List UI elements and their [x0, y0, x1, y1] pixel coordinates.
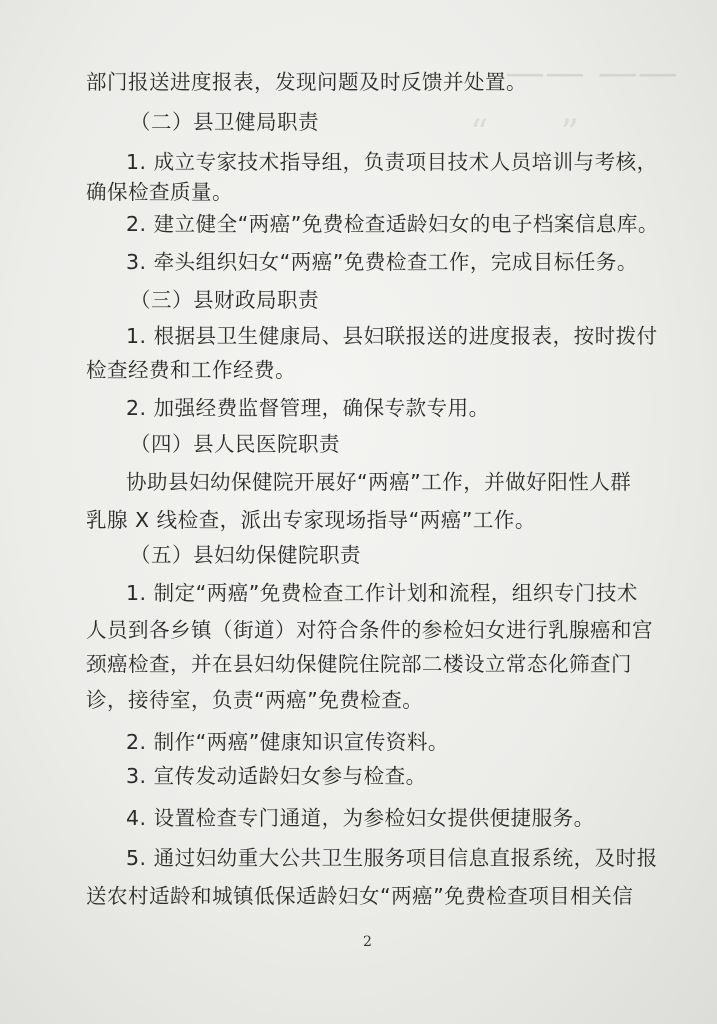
body-line: 确保检查质量。 — [86, 180, 233, 204]
bleed-through-subheading: “ ” — [470, 113, 579, 154]
body-line: 协助县妇幼保健院开展好“两癌”工作，并做好阳性人群 — [126, 470, 632, 494]
section-heading: （五）县妇幼保健院职责 — [130, 543, 361, 567]
body-line: 检查经费和工作经费。 — [86, 358, 296, 382]
body-line: 2. 加强经费监督管理，确保专款专用。 — [126, 396, 490, 420]
body-line: 颈癌检查，并在县妇幼保健院住院部二楼设立常态化筛查门 — [86, 652, 632, 676]
body-line: 2. 制作“两癌”健康知识宣传资料。 — [126, 730, 449, 754]
section-heading: （四）县人民医院职责 — [130, 432, 340, 456]
bleed-through-heading: —— —— — [505, 50, 678, 96]
section-heading: （二）县卫健局职责 — [130, 110, 319, 134]
body-line: 3. 宣传发动适龄妇女参与检查。 — [126, 764, 427, 788]
body-line: 诊，接待室，负责“两癌”免费检查。 — [86, 688, 424, 712]
body-line: 3. 牵头组织妇女“两癌”免费检查工作，完成目标任务。 — [126, 250, 638, 274]
body-line: 2. 建立健全“两癌”免费检查适龄妇女的电子档案信息库。 — [126, 212, 659, 236]
body-line: 人员到各乡镇（街道）对符合条件的参检妇女进行乳腺癌和宫 — [86, 618, 653, 642]
body-line: 4. 设置检查专门通道，为参检妇女提供便捷服务。 — [126, 806, 595, 830]
body-line: 1. 根据县卫生健康局、县妇联报送的进度报表，按时拨付 — [126, 324, 658, 348]
body-line: 1. 制定“两癌”免费检查工作计划和流程，组织专门技术 — [126, 581, 638, 605]
body-line: 5. 通过妇幼重大公共卫生服务项目信息直报系统，及时报 — [126, 846, 658, 870]
body-line: 乳腺 X 线检查，派出专家现场指导“两癌”工作。 — [86, 508, 536, 532]
body-line: 部门报送进度报表，发现问题及时反馈并处置。 — [86, 70, 527, 94]
section-heading: （三）县财政局职责 — [130, 288, 319, 312]
body-line: 1. 成立专家技术指导组，负责项目技术人员培训与考核， — [126, 150, 658, 174]
page-number: 2 — [363, 934, 372, 950]
body-line: 送农村适龄和城镇低保适龄妇女“两癌”免费检查项目相关信 — [86, 884, 634, 908]
